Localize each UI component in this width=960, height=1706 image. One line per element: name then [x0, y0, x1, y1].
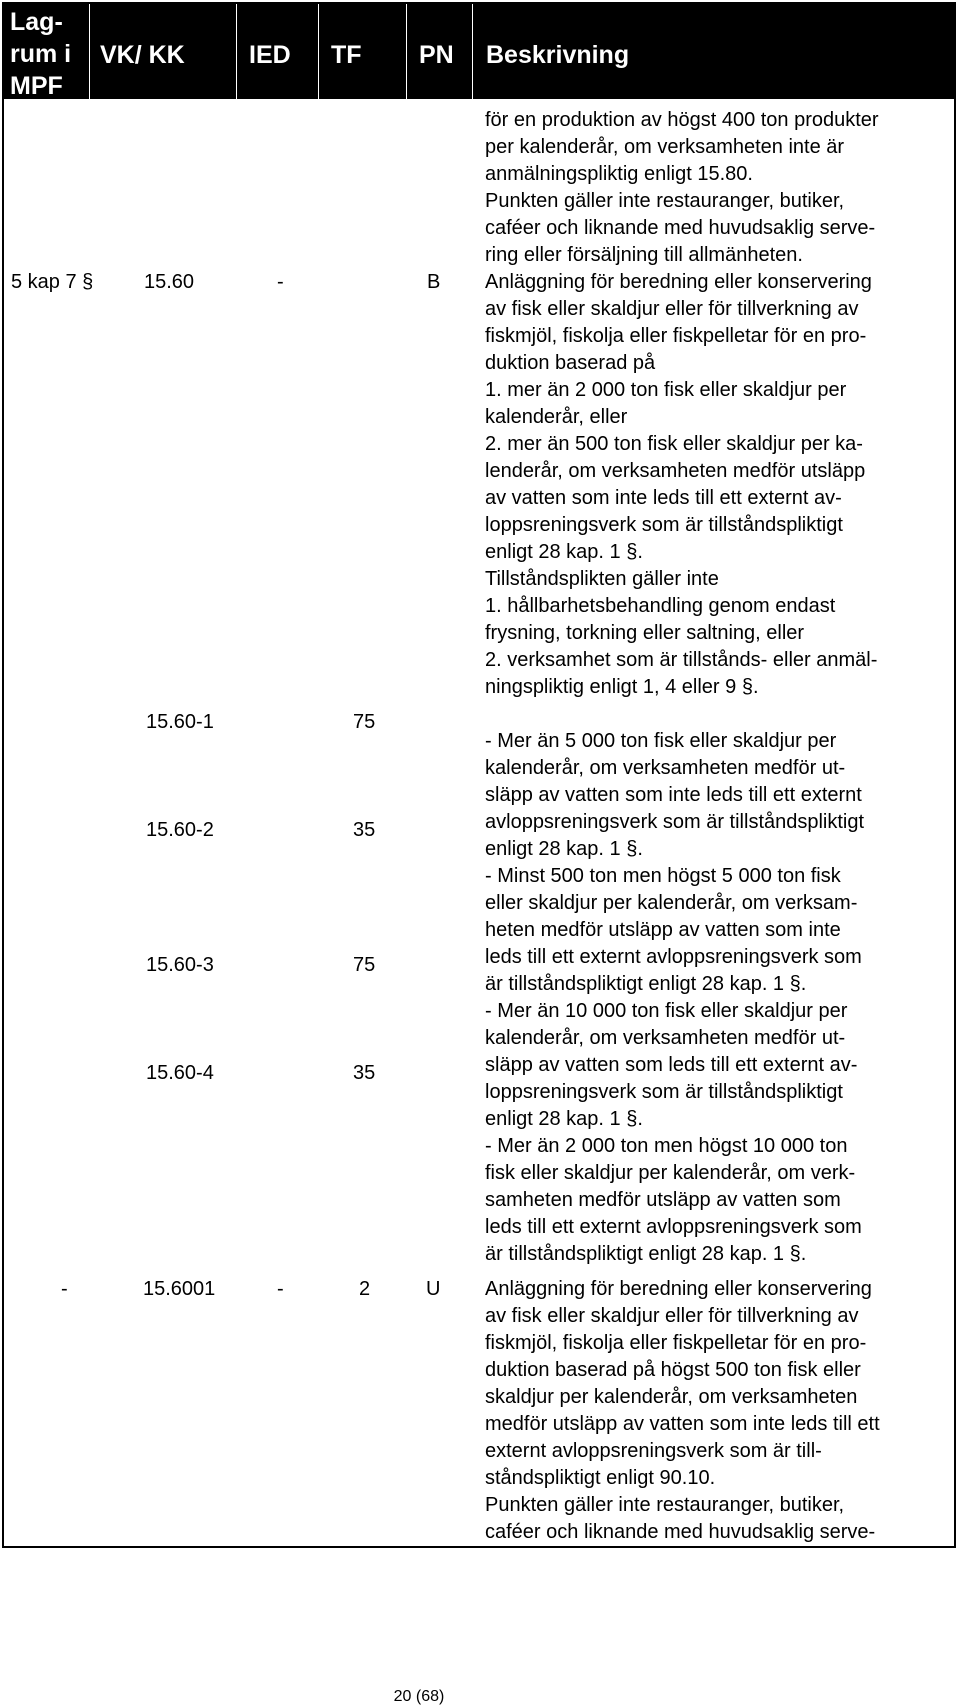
- description-line: ståndspliktigt enligt 90.10.: [485, 1467, 716, 1489]
- description-line: - Minst 500 ton men högst 5 000 ton fisk: [485, 865, 841, 887]
- description-line: enligt 28 kap. 1 §.: [485, 541, 643, 563]
- description-line: fiskmjöl, fiskolja eller fiskpelletar för en pro-: [485, 1332, 867, 1354]
- continuation-description: [485, 107, 879, 269]
- sub-row-code: 15.60-4: [146, 1062, 214, 1084]
- row-15-6001-tf: 2: [359, 1278, 371, 1300]
- description-line: 2. mer än 500 ton fisk eller skaldjur per ka-: [485, 433, 863, 455]
- description-line: är tillståndspliktigt enligt 28 kap. 1 §.: [485, 973, 807, 995]
- description-line: anmälningspliktig enligt 15.80.: [485, 163, 753, 185]
- description-line: eller skaldjur per kalenderår, om verksam-: [485, 892, 858, 914]
- row-15-60-description: [485, 269, 877, 1268]
- description-line: Punkten gäller inte restauranger, butiker,: [485, 1494, 845, 1516]
- description-line: Anläggning för beredning eller konservering: [485, 1278, 872, 1300]
- header-divider: [406, 4, 407, 99]
- description-line: - Mer än 10 000 ton fisk eller skaldjur per: [485, 1000, 848, 1022]
- description-line: enligt 28 kap. 1 §.: [485, 1108, 643, 1130]
- sub-row-code: 15.60-1: [146, 711, 214, 733]
- description-line: kalenderår, om verksamheten medför ut-: [485, 1027, 846, 1049]
- header-tf: TF: [331, 41, 362, 69]
- description-line: caféer och liknande med huvudsaklig serve-: [485, 1521, 876, 1543]
- sub-row-tf: 75: [353, 711, 376, 733]
- description-line: Punkten gäller inte restauranger, butiker,: [485, 190, 845, 212]
- header-lagrum: Lag- rum i MPF: [10, 8, 72, 100]
- description-line: ningspliktig enligt 1, 4 eller 9 §.: [485, 676, 759, 698]
- description-line: 2. verksamhet som är tillstånds- eller anmäl-: [485, 649, 878, 671]
- row-15-60-lagrum: 5 kap 7 §: [11, 271, 94, 293]
- description-line: fisk eller skaldjur per kalenderår, om verk-: [485, 1162, 856, 1184]
- header-divider: [472, 4, 473, 99]
- description-line: duktion baserad på högst 500 ton fisk eller: [485, 1359, 861, 1381]
- description-line: Tillståndsplikten gäller inte: [485, 568, 719, 590]
- row-15-6001-code: 15.6001: [143, 1278, 216, 1300]
- description-line: frysning, torkning eller saltning, eller: [485, 622, 805, 644]
- sub-row-tf: 35: [353, 819, 376, 841]
- page-number: 20 (68): [393, 1688, 445, 1705]
- sub-row-tf: 75: [353, 954, 376, 976]
- description-line: medför utsläpp av vatten som inte leds till ett: [485, 1413, 880, 1435]
- description-line: samheten medför utsläpp av vatten som: [485, 1189, 841, 1211]
- row-15-6001-lagrum: -: [61, 1278, 68, 1300]
- sub-row-tf: 35: [353, 1062, 376, 1084]
- header-divider: [318, 4, 319, 99]
- description-line: externt avloppsreningsverk som är till-: [485, 1440, 822, 1462]
- description-line: släpp av vatten som inte leds till ett externt: [485, 784, 862, 806]
- table-header: [4, 4, 954, 99]
- row-15-6001-pn: U: [426, 1278, 441, 1300]
- description-line: 1. hållbarhetsbehandling genom endast: [485, 595, 836, 617]
- row-15-60-ied: -: [277, 271, 284, 293]
- row-15-60-pn: B: [427, 271, 441, 293]
- description-line: leds till ett externt avloppsreningsverk som: [485, 1216, 862, 1238]
- description-line: avloppsreningsverk som är tillståndspliktigt: [485, 811, 865, 833]
- row-15-60-code: 15.60: [144, 271, 195, 293]
- description-line: loppsreningsverk som är tillståndspliktigt: [485, 514, 843, 536]
- description-line: leds till ett externt avloppsreningsverk som: [485, 946, 862, 968]
- header-ied: IED: [249, 41, 291, 69]
- description-line: 1. mer än 2 000 ton fisk eller skaldjur per: [485, 379, 847, 401]
- description-line: kalenderår, om verksamheten medför ut-: [485, 757, 846, 779]
- description-line: för en produktion av högst 400 ton produkter: [485, 109, 879, 131]
- description-line: släpp av vatten som leds till ett externt av-: [485, 1054, 858, 1076]
- description-line: av fisk eller skaldjur eller för tillverkning av: [485, 298, 859, 320]
- sub-row-code: 15.60-2: [146, 819, 214, 841]
- header-vk-kk: VK/ KK: [100, 41, 185, 69]
- regulation-table: [2, 2, 956, 1548]
- description-line: per kalenderår, om verksamheten inte är: [485, 136, 845, 158]
- description-line: kalenderår, eller: [485, 406, 628, 428]
- header-beskrivning: Beskrivning: [486, 41, 630, 69]
- description-line: är tillståndspliktigt enligt 28 kap. 1 §.: [485, 1243, 807, 1265]
- description-line: skaldjur per kalenderår, om verksamheten: [485, 1386, 858, 1408]
- sub-row-code: 15.60-3: [146, 954, 214, 976]
- description-line: av fisk eller skaldjur eller för tillverkning av: [485, 1305, 859, 1327]
- description-line: - Mer än 2 000 ton men högst 10 000 ton: [485, 1135, 848, 1157]
- description-line: lenderår, om verksamheten medför utsläpp: [485, 460, 866, 482]
- header-pn: PN: [419, 41, 454, 69]
- description-line: - Mer än 5 000 ton fisk eller skaldjur per: [485, 730, 837, 752]
- row-15-6001-ied: -: [277, 1278, 284, 1300]
- description-line: heten medför utsläpp av vatten som inte: [485, 919, 841, 941]
- description-line: av vatten som inte leds till ett externt av-: [485, 487, 842, 509]
- description-line: fiskmjöl, fiskolja eller fiskpelletar för en pro-: [485, 325, 867, 347]
- row-15-6001-description: [485, 1276, 880, 1546]
- description-line: [485, 701, 877, 728]
- description-line: duktion baserad på: [485, 352, 656, 374]
- description-line: enligt 28 kap. 1 §.: [485, 838, 643, 860]
- description-line: ring eller försäljning till allmänheten.: [485, 244, 803, 266]
- header-divider: [236, 4, 237, 99]
- header-divider: [89, 4, 90, 99]
- description-line: caféer och liknande med huvudsaklig serve-: [485, 217, 876, 239]
- description-line: loppsreningsverk som är tillståndspliktigt: [485, 1081, 843, 1103]
- description-line: Anläggning för beredning eller konservering: [485, 271, 872, 293]
